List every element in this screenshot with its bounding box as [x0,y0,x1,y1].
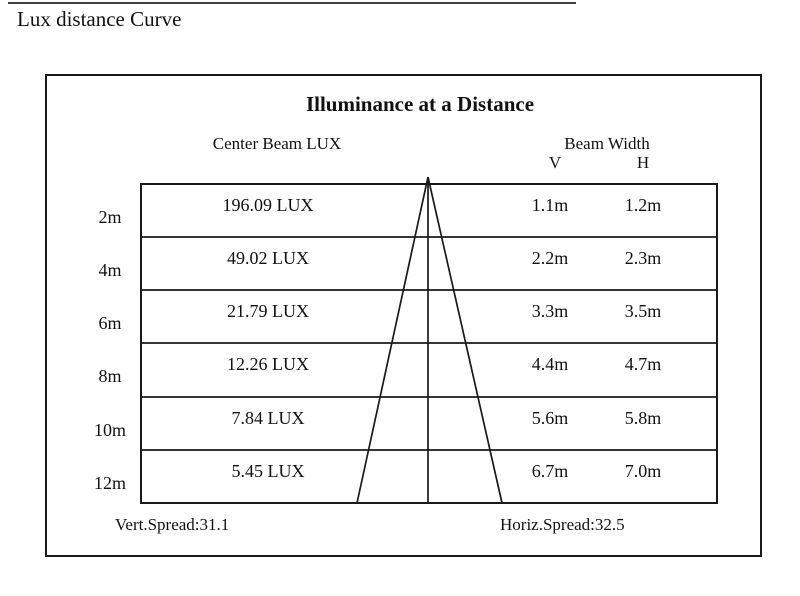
column-header-vertical: V [548,153,562,172]
beam-width-v-value: 6.7m [531,461,569,481]
lux-value: 5.45 LUX [231,461,305,481]
beam-width-v-value: 4.4m [531,354,569,374]
column-header-beam-width: Beam Width [564,134,650,153]
vertical-spread-value: Vert.Spread:31.1 [115,515,230,534]
beam-width-v-value: 5.6m [531,408,569,428]
beam-width-h-value: 1.2m [624,195,662,215]
table-row [0,184,800,237]
table-row [0,397,800,450]
distance-label: 12m [93,473,126,493]
table-row [0,290,800,343]
lux-value: 12.26 LUX [227,354,309,374]
beam-width-v-value: 2.2m [531,248,569,268]
table-row [0,343,800,396]
distance-label: 2m [98,207,122,227]
beam-width-h-value: 5.8m [624,408,662,428]
lux-value: 7.84 LUX [231,408,305,428]
beam-width-h-value: 4.7m [624,354,662,374]
distance-label: 10m [93,420,126,440]
beam-width-h-value: 2.3m [624,248,662,268]
column-header-horizontal: H [636,153,650,172]
beam-width-h-value: 7.0m [624,461,662,481]
beam-width-h-value: 3.5m [624,301,662,321]
distance-label: 8m [98,366,122,386]
table-row [0,450,800,503]
horizontal-spread-value: Horiz.Spread:32.5 [500,515,625,534]
lux-value: 21.79 LUX [227,301,309,321]
distance-label: 4m [98,260,122,280]
column-header-center-beam-lux: Center Beam LUX [212,134,342,153]
beam-width-v-value: 1.1m [531,195,569,215]
panel-title: Illuminance at a Distance [305,92,535,116]
page-title: Lux distance Curve [17,7,182,31]
lux-value: 49.02 LUX [227,248,309,268]
lux-value: 196.09 LUX [222,195,314,215]
beam-width-v-value: 3.3m [531,301,569,321]
table-row [0,237,800,290]
top-divider-rule [8,2,576,4]
distance-label: 6m [98,313,122,333]
